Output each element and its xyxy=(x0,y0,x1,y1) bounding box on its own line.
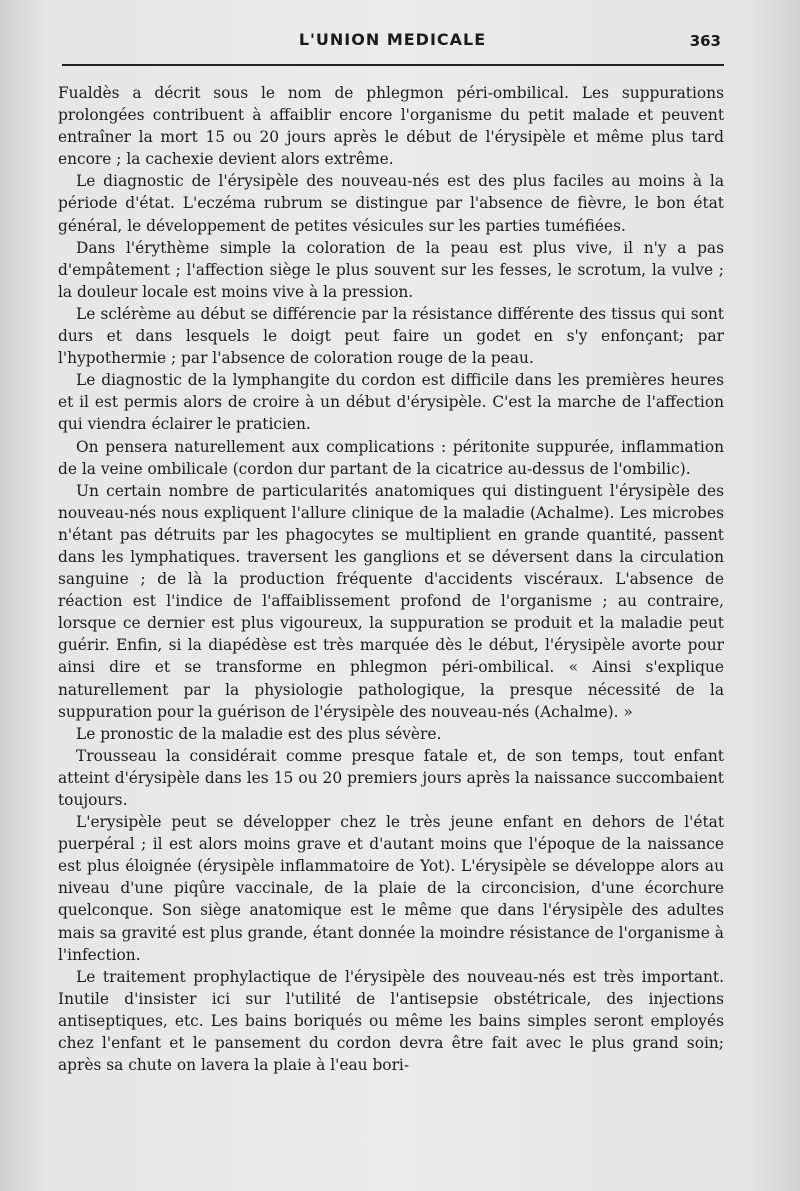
paragraph: Le traitement prophylactique de l'érysipèle des nouveau-nés est très important. Inutile d'insister ici sur l'utilité de l'antisepsie obstétricale, des injections antiseptiques, etc. Les bains boriqués ou même les bains simples seront employés chez l'enfant et le pansement du cordon devra être fait avec le plus grand soin; après sa chute on lavera la plaie à l'eau bori- xyxy=(58,967,724,1075)
paragraph: Le diagnostic de l'érysipèle des nouveau-nés est des plus faciles au moins à la période d'état. L'eczéma rubrum se distingue par l'absence de fièvre, le bon état général, le développement de petites vésicules sur les parties tuméfiées. xyxy=(58,172,724,235)
paragraph: Fualdès a décrit sous le nom de phlegmon péri-ombilical. Les suppurations prolongées contribuent à affaiblir encore l'organisme du petit malade et peuvent entraîner la mort 15 ou 20 jours après le début de l'érysipèle et même plus tard encore ; la cachexie devient alors extrême. xyxy=(58,84,724,169)
paragraph: L'erysipèle peut se développer chez le très jeune enfant en dehors de l'état puerpéral ; il est alors moins grave et d'autant moins que l'époque de la naissance est plus éloignée (érysipèle inflammatoire de Yot). L'érysipèle se développe alors au niveau d'une piqûre vaccinale, de la plaie de la circoncision, d'une écorchure quelconque. Son siège anatomique est le même que dans l'érysipèle des adultes mais sa gravité est plus grande, étant donnée la moindre résistance de l'organisme à l'infection. xyxy=(58,813,724,964)
header-rule xyxy=(62,64,724,66)
running-title: L'UNION MEDICALE xyxy=(298,30,487,49)
paragraph: Dans l'érythème simple la coloration de la peau est plus vive, il n'y a pas d'empâtement ; l'affection siège le plus souvent sur les fesses, le scrotum, la vulve ; la douleur locale est moins vive à la pression. xyxy=(58,238,724,301)
paragraph: Un certain nombre de particularités anatomiques qui distinguent l'érysipèle des nouveau-nés nous expliquent l'allure clinique de la maladie (Achalme). Les microbes n'étant pas détruits par les phagocytes se multiplient en grande quantité, passent dans les lymphatiques. traversent les ganglions et se déversent dans la circulation sanguine ; de là la production fréquente d'accidents viscéraux. L'absence de réaction est l'indice de l'affaiblissement profond de l'organisme ; au contraire, lorsque ce dernier est plus vigoureux, la suppuration se produit et la maladie peut guérir. Enfin, si la diapédèse est très marquée dès le début, l'érysipèle avorte pour ainsi dire et se transforme en phlegmon péri-ombilical. « Ainsi s'explique naturellement par la physiologie pathologique, la presque nécessité de la suppuration pour la guérison de l'érysipèle des nouveau-nés (Achalme). » xyxy=(58,481,724,721)
paragraph: Le pronostic de la maladie est des plus sévère. xyxy=(76,724,442,743)
paragraph: Trousseau la considérait comme presque fatale et, de son temps, tout enfant atteint d'érysipèle dans les 15 ou 20 premiers jours après la naissance succombaient toujours. xyxy=(58,746,724,809)
paragraph: Le diagnostic de la lymphangite du cordon est difficile dans les premières heures et il est permis alors de croire à un début d'érysipèle. C'est la marche de l'affection qui viendra éclairer le praticien. xyxy=(58,371,724,434)
article-body xyxy=(58,82,724,1076)
paragraph: Le sclérème au début se différencie par la résistance différente des tissus qui sont durs et dans lesquels le doigt peut faire un godet en s'y enfonçant; par l'hypothermie ; par l'absence de coloration rouge de la peau. xyxy=(58,304,724,368)
paragraph: On pensera naturellement aux complications : péritonite suppurée, inflammation de la veine ombilicale (cordon dur partant de la cicatrice au-dessus de l'ombilic). xyxy=(58,437,724,478)
page-number: 363 xyxy=(689,32,721,50)
page-header xyxy=(60,28,725,58)
